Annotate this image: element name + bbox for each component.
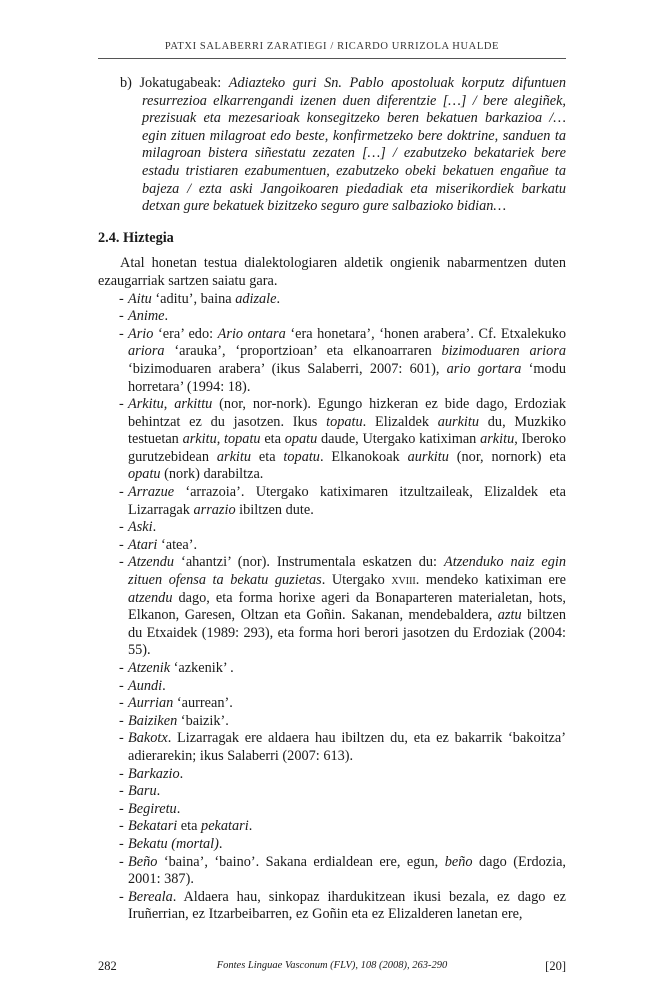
glossary-entry xyxy=(98,889,566,924)
page-body xyxy=(98,75,566,924)
entry-term: Anime xyxy=(128,308,165,325)
entry-dash: - xyxy=(119,484,124,501)
entry-text: ‘era’ edo: xyxy=(153,325,218,342)
glossary-entry xyxy=(98,291,566,309)
entry-term: arkitu xyxy=(182,431,217,448)
entry-term: atzendu xyxy=(128,589,173,606)
entry-text: ‘baizik’. xyxy=(177,712,229,729)
entry-text: ‘arauka’, ‘proportzioan’ eta elkanoarraren xyxy=(164,343,442,360)
entry-text: . Utergako xyxy=(321,572,392,589)
entry-term: Arkitu xyxy=(128,396,164,413)
glossary-entry xyxy=(98,713,566,731)
glossary-entry xyxy=(98,854,566,889)
glossary-entry xyxy=(98,484,566,519)
entry-dash: - xyxy=(119,660,124,676)
entry-term: Aundi xyxy=(128,677,163,694)
entry-text: daude, Utergako katiximan xyxy=(317,431,481,448)
entry-term: Beño xyxy=(128,853,158,870)
glossary-entry xyxy=(98,660,566,678)
entry-dash: - xyxy=(119,290,124,307)
entry-dash: - xyxy=(119,853,124,870)
entry-text: (nork) darabiltza. xyxy=(160,466,264,483)
entry-term: Baiziken xyxy=(128,712,178,729)
entry-dash: - xyxy=(119,765,124,782)
entry-text: (nor, nor-nork). Egungo hizkeran ez bide dago, Erdoziak behintzat ez du jasotzen. Ikus xyxy=(128,396,567,430)
entry-dash: - xyxy=(119,818,124,835)
entry-term: Atzendu xyxy=(128,554,175,571)
entry-text: . xyxy=(176,800,181,817)
entry-term: aurkitu xyxy=(437,413,480,430)
entry-term: ariora xyxy=(128,343,165,360)
entry-text: eta xyxy=(177,818,202,835)
entry-text: . xyxy=(152,519,157,536)
entry-text: . xyxy=(164,308,169,325)
entry-text: , Iberoko gurutzebidean xyxy=(128,431,566,465)
entry-dash: - xyxy=(119,695,124,712)
entry-term: arkitu xyxy=(216,448,252,465)
entry-text: ‘era honetara’, ‘honen arabera’. Cf. Etxalekuko xyxy=(285,325,567,342)
entry-term: arrazio xyxy=(193,501,236,518)
header-rule xyxy=(98,58,566,59)
entry-term: Baru xyxy=(128,783,157,800)
glossary-entry xyxy=(98,519,566,537)
entry-text: du, Muzkiko testuetan xyxy=(128,413,567,448)
entry-dash: - xyxy=(119,519,124,536)
entry-term: topatu xyxy=(283,448,320,465)
glossary-entry xyxy=(98,537,566,555)
intro-paragraph: Atal honetan testua dialektologiaren aldetik ongienik nabarmentzen duten ezaugarriak sartzen saiatu gara. xyxy=(98,255,566,289)
entry-term: aztu xyxy=(497,607,522,624)
entry-term: opatu xyxy=(128,466,161,483)
entry-dash: - xyxy=(119,888,124,905)
entry-text: ‘aurrean’. xyxy=(173,695,233,712)
entry-text: (nor, nornork) eta xyxy=(448,448,567,465)
glossary-entry xyxy=(98,308,566,326)
entry-dash: - xyxy=(119,730,124,747)
glossary-entry xyxy=(98,801,566,819)
glossary-entry xyxy=(98,554,566,660)
glossary-entry xyxy=(98,836,566,854)
entry-term: Bekatu (mortal) xyxy=(128,835,219,852)
entry-text: , xyxy=(163,396,175,413)
entry-text: dago, eta forma horixe ageri da Bonaparteren materialetan, hots, Elkanon, Garesen, Oltzan eta Goñin. Sakanan, mendebaldera, xyxy=(128,589,566,624)
glossary-entry xyxy=(98,766,566,784)
entry-text: . xyxy=(156,783,161,800)
entry-text: eta xyxy=(260,431,285,448)
entry-term: Begiretu xyxy=(128,800,177,817)
entry-term: Bereala xyxy=(128,888,173,905)
entry-text: . Elkanokoak xyxy=(319,448,408,465)
entry-text: ‘arrazoia’. Utergako katiximaren itzultzaileak, Elizaldek eta Lizarragak xyxy=(128,484,566,518)
glossary-entry xyxy=(98,818,566,836)
entry-dash: - xyxy=(119,677,124,694)
entry-text: . Elizaldek xyxy=(362,413,438,430)
entry-term: topatu xyxy=(326,413,363,430)
entry-text: . xyxy=(248,818,253,835)
entry-term: Arrazue xyxy=(128,484,175,501)
entry-text: . Aldaera hau, sinkopaz ihardukitzean ikusi bezala, ez dago ez Iruñerrian, ez Itzarbeibarren, ez Goñin eta ez Elizalderen lanetan ere, xyxy=(128,888,566,923)
journal-citation: Fontes Linguae Vasconum (FLV), 108 (2008), 263-290 xyxy=(216,960,448,971)
glossary-entry xyxy=(98,730,566,765)
entry-text: . xyxy=(218,835,223,852)
entry-term: pekatari xyxy=(201,818,249,835)
entry-term: Aski xyxy=(128,519,153,536)
entry-term: opatu xyxy=(284,431,318,448)
entry-term: Atzenik xyxy=(128,660,171,676)
entry-dash: - xyxy=(119,712,124,729)
entry-text: , xyxy=(216,431,225,448)
entry-term: Atari xyxy=(128,536,158,553)
glossary-entry xyxy=(98,396,566,484)
entry-term: Aurrian xyxy=(128,695,174,712)
entry-term: bizimoduaren ariora xyxy=(441,343,566,360)
entry-term: Ario xyxy=(128,325,154,342)
glossary-list xyxy=(98,291,566,924)
entry-text: ibiltzen dute. xyxy=(235,501,314,518)
entry-text: ‘baina’, ‘baino’. Sakana erdialdean ere, egun, xyxy=(157,853,445,870)
entry-text: dago (Erdozia, 2001: 387). xyxy=(128,853,566,888)
entry-dash: - xyxy=(119,554,124,571)
quote-label: b) Jokatugabeak: xyxy=(120,75,229,91)
entry-term: topatu xyxy=(224,431,261,448)
quote-paragraph xyxy=(120,75,566,216)
entry-dash: - xyxy=(119,783,124,800)
page-footer xyxy=(98,959,566,979)
entry-term: Bekatari xyxy=(128,818,178,835)
entry-dash: - xyxy=(119,536,124,553)
entry-term: ario gortara xyxy=(446,360,522,377)
entry-dash: - xyxy=(119,308,124,325)
section-title: 2.4. Hiztegia xyxy=(98,229,174,246)
glossary-entry xyxy=(98,326,566,396)
entry-dash: - xyxy=(119,325,124,342)
entry-text: ‘atea’. xyxy=(157,536,198,553)
running-head: PATXI SALABERRI ZARATIEGI / RICARDO URRIZOLA HUALDE xyxy=(164,41,500,52)
entry-text: ‘bizimoduaren arabera’ (ikus Salaberri, 2007: 601), xyxy=(128,360,447,377)
glossary-entry xyxy=(98,783,566,801)
entry-text: eta xyxy=(251,448,284,465)
entry-term: Ario ontara xyxy=(217,325,286,342)
entry-text: . xyxy=(162,677,166,694)
entry-term: aurkitu xyxy=(407,448,449,465)
entry-term: Barkazio xyxy=(128,765,180,782)
entry-text: ‘ahantzi’ (nor). Instrumentala eskatzen du: xyxy=(174,554,444,571)
entry-text: ‘azkenik’ . xyxy=(170,660,234,676)
entry-text: ‘modu horretara’ (1994: 18). xyxy=(128,360,566,395)
entry-dash: - xyxy=(119,396,124,413)
entry-term: Atzenduko naiz egin zituen ofensa ta bekatu guzietas xyxy=(128,554,566,589)
entry-text: . xyxy=(179,765,184,782)
entry-dash: - xyxy=(119,835,124,852)
entry-text: xviii xyxy=(391,572,416,589)
entry-dash: - xyxy=(119,800,124,817)
entry-text: ‘aditu’, baina xyxy=(151,290,236,307)
entry-text: . mendeko katiximan ere xyxy=(415,572,566,589)
entry-term: Aitu xyxy=(128,290,152,307)
entry-term: arkitu xyxy=(480,431,515,448)
entry-text: . xyxy=(276,290,281,307)
entry-term: Bakotx xyxy=(128,730,168,747)
entry-term: beño xyxy=(444,853,473,870)
entry-term: arkittu xyxy=(174,396,213,413)
glossary-entry xyxy=(98,695,566,713)
entry-text: biltzen du Etxaidek (1989: 293), eta forma hori berori jasotzen du Erdoziak (2004: 55). xyxy=(128,607,567,659)
page-bracket: [20] xyxy=(545,959,566,973)
quote-text: Adiazteko guri Sn. Pablo apostoluak korputz difuntuen resurrezioa elkarrengandi izenen duen diferentzie […] / bere alegiñek, prezisuak eta mezesarioak konsegitzeko beren bekatuen barkazioa /… egin zituen milagroat edo beste, konfirmetzeko bere doktrine, sanduen ta milagroan bistera siñestatu zezaten […] / ezabutzeko bekatariek bere estadu tristiaren ezabumentuen, ezabutzeko obeki bekatuen engañue ta bajeza / ezta aski Jangoikoaren piedadiak eta miserikordiek barkatu detxan gure bekatuek bizitzeko seguro gure salbazioko bidian… xyxy=(142,75,566,215)
page-number: 282 xyxy=(98,959,117,973)
glossary-entry xyxy=(98,678,566,696)
entry-text: . Lizarragak ere aldaera hau ibiltzen du, eta ez bakarrik ‘bakoitza’ adierarekin; ikus Salaberri (2007: 613). xyxy=(128,730,566,764)
entry-term: adizale xyxy=(235,290,277,307)
